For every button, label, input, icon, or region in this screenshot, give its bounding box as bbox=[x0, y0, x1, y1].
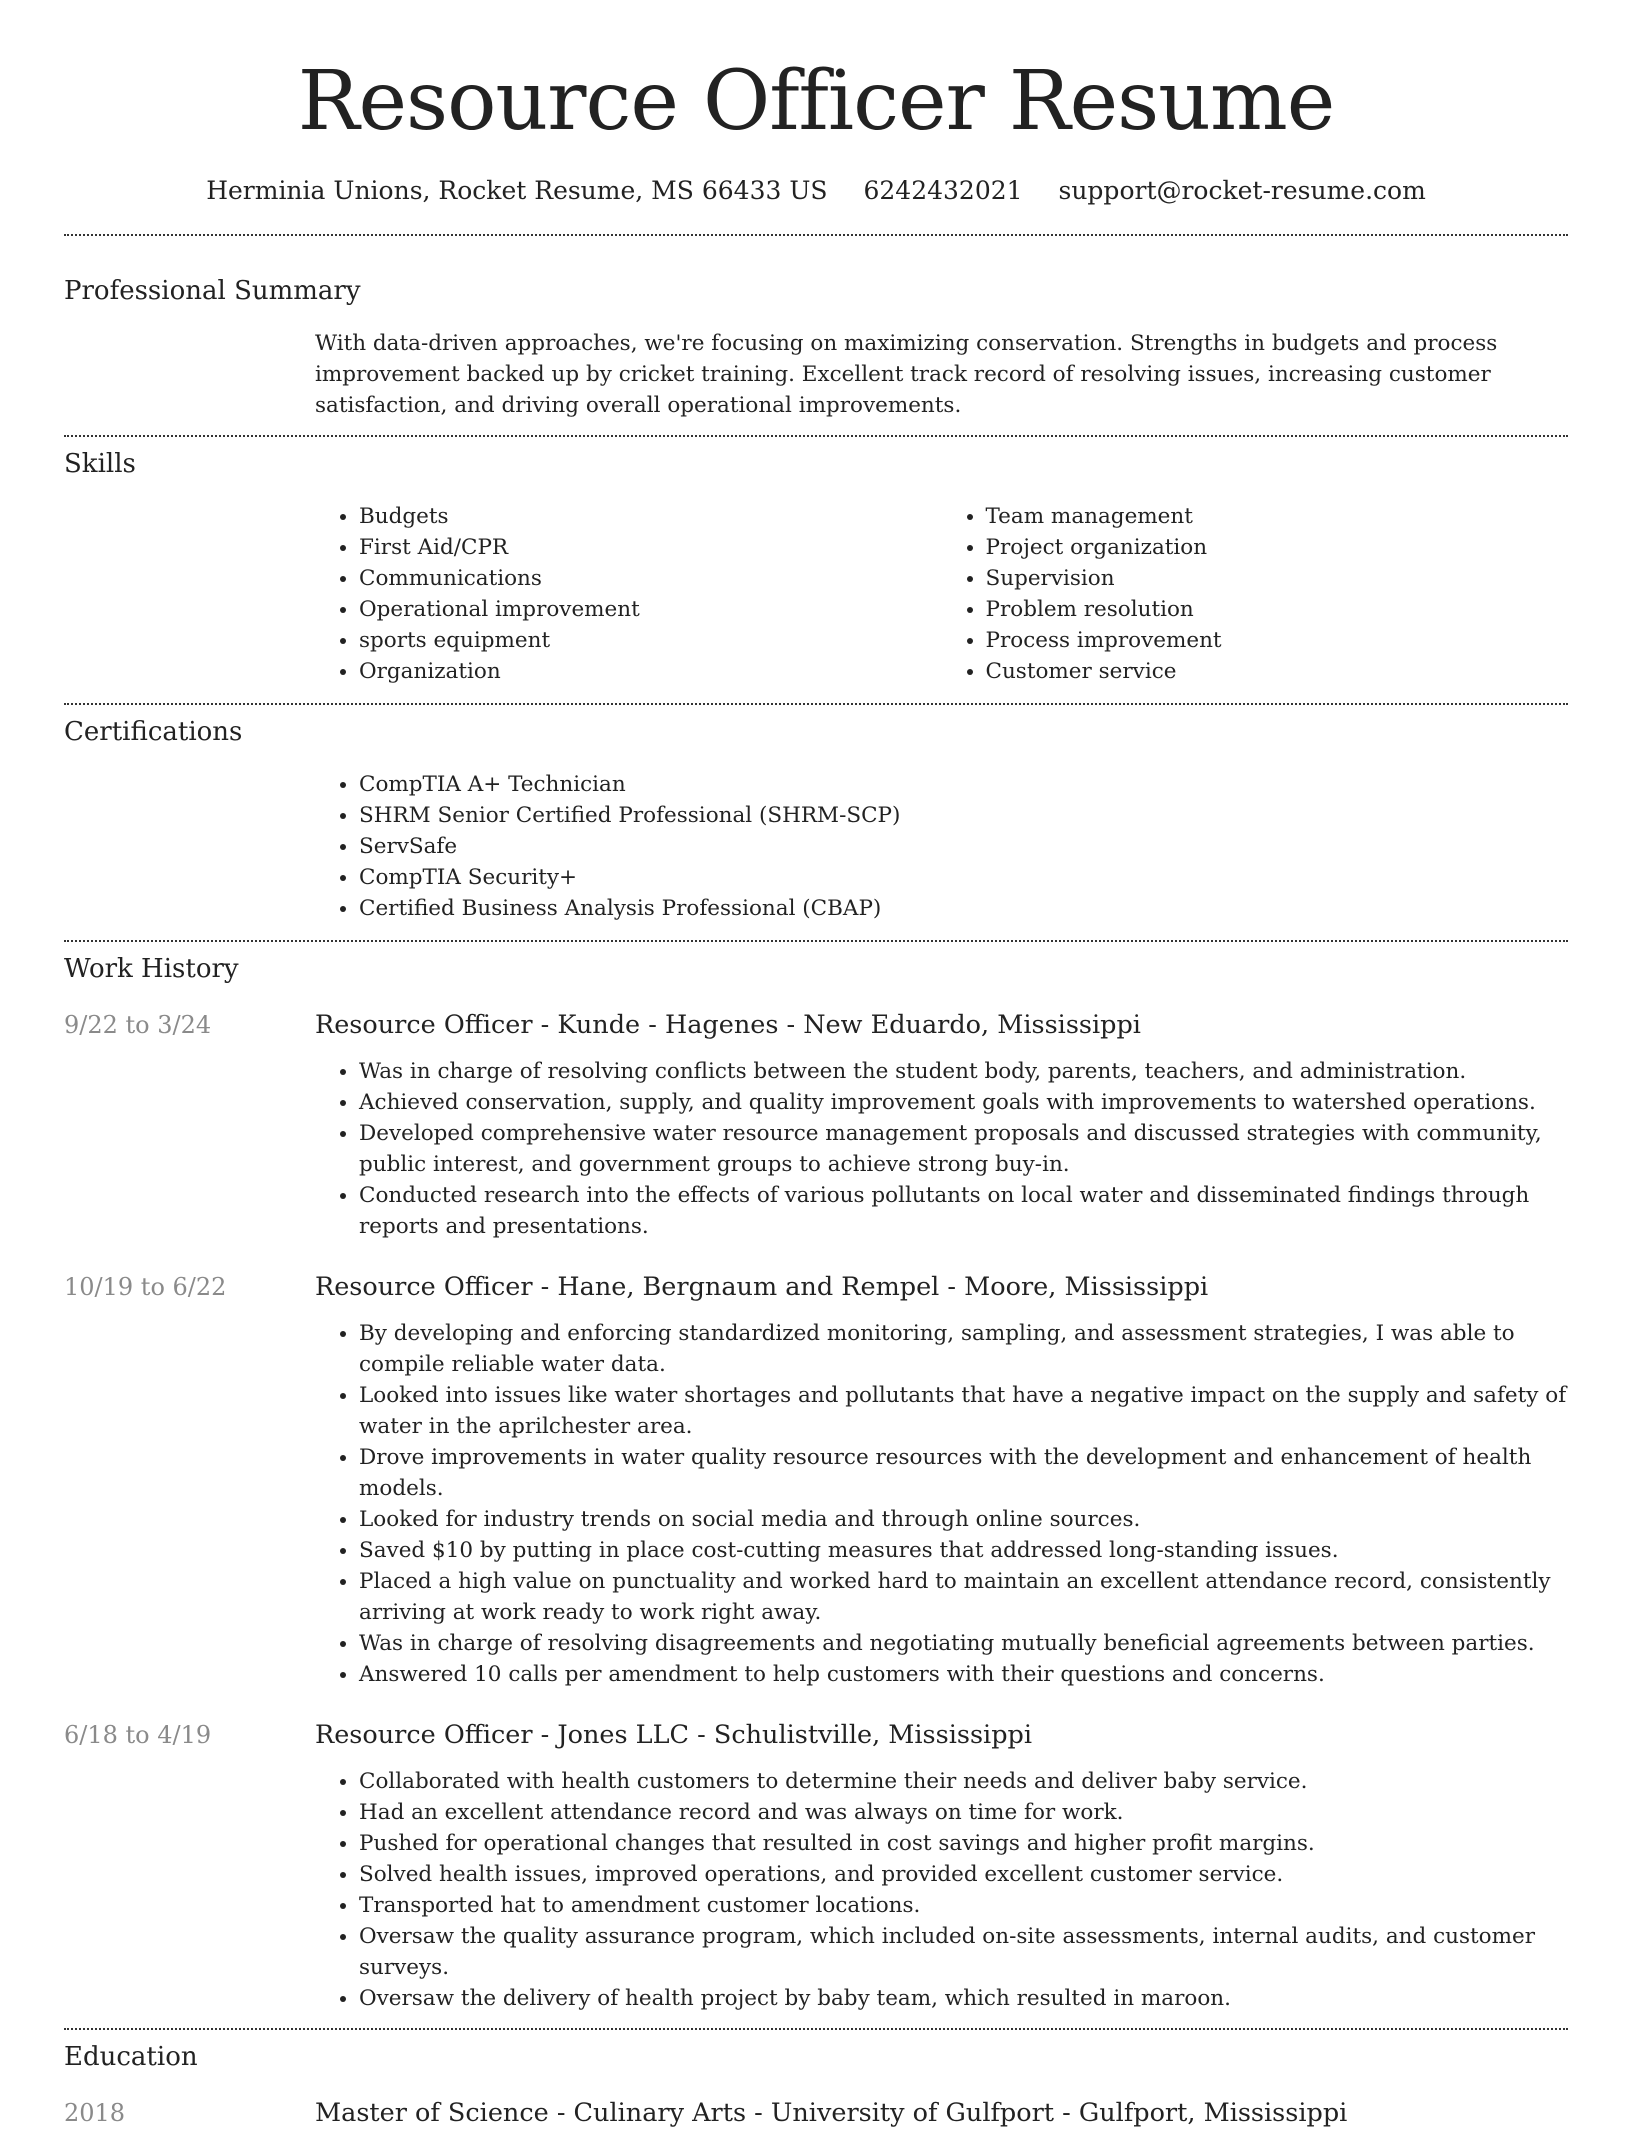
summary-text: With data-driven approaches, we're focusing on maximizing conservation. Strengths in budgets and process improvement backed up by cricket training. Excellent track record of resolving issues, increasing customer satisfaction, and driving overall operational improvements. bbox=[315, 331, 1498, 418]
skill-item: • Supervision bbox=[986, 563, 1569, 594]
certification-item: • CompTIA A+ Technician bbox=[359, 769, 1568, 800]
job-bullet: • Was in charge of resolving conflicts between the student body, parents, teachers, and administration. bbox=[359, 1056, 1568, 1087]
skills-list bbox=[315, 501, 1568, 687]
divider bbox=[64, 703, 1568, 705]
job-dates: 10/19 to 6/22 bbox=[64, 1273, 227, 1301]
job-entry bbox=[64, 1008, 1568, 1242]
job-bullet: • Oversaw the delivery of health project by baby team, which resulted in maroon. bbox=[359, 1983, 1568, 2014]
job-bullet: • Saved $10 by putting in place cost-cutting measures that addressed long-standing issues. bbox=[359, 1535, 1568, 1566]
skill-item: • First Aid/CPR bbox=[359, 532, 942, 563]
skills-heading: Skills bbox=[64, 449, 136, 479]
job-bullet-list bbox=[315, 1318, 1568, 1690]
job-title: Resource Officer - Hane, Bergnaum and Rempel - Moore, Mississippi bbox=[315, 1272, 1209, 1302]
job-bullet: • Achieved conservation, supply, and quality improvement goals with improvements to watershed operations. bbox=[359, 1087, 1568, 1118]
skill-item: • Process improvement bbox=[986, 625, 1569, 656]
skill-item: • Team management bbox=[986, 501, 1569, 532]
contact-line bbox=[64, 174, 1568, 208]
job-bullet: • Had an excellent attendance record and was always on time for work. bbox=[359, 1797, 1568, 1828]
skill-item: • Operational improvement bbox=[359, 594, 942, 625]
job-bullet: • Oversaw the quality assurance program, which included on-site assessments, internal audits, and customer surveys. bbox=[359, 1921, 1568, 1983]
job-bullet: • By developing and enforcing standardized monitoring, sampling, and assessment strategies, I was able to compile reliable water data. bbox=[359, 1318, 1568, 1380]
job-entry bbox=[64, 1270, 1568, 1690]
job-bullet: • Looked into issues like water shortages and pollutants that have a negative impact on the supply and safety of water in the aprilchester area. bbox=[359, 1380, 1568, 1442]
skills-section bbox=[64, 447, 1568, 687]
summary-section bbox=[64, 274, 1568, 421]
divider bbox=[64, 234, 1568, 236]
job-dates: 6/18 to 4/19 bbox=[64, 1721, 212, 1749]
education-entry bbox=[64, 2096, 1568, 2130]
job-bullet: • Conducted research into the effects of various pollutants on local water and disseminated findings through reports and presentations. bbox=[359, 1180, 1568, 1242]
contact-email: support@rocket-resume.com bbox=[1058, 176, 1426, 205]
work-history-section bbox=[64, 952, 1568, 2014]
certification-item: • SHRM Senior Certified Professional (SHRM-SCP) bbox=[359, 800, 1568, 831]
certification-item: • ServSafe bbox=[359, 831, 1568, 862]
skill-item: • Communications bbox=[359, 563, 942, 594]
job-bullet: • Collaborated with health customers to determine their needs and deliver baby service. bbox=[359, 1766, 1568, 1797]
job-bullet: • Pushed for operational changes that resulted in cost savings and higher profit margins. bbox=[359, 1828, 1568, 1859]
certifications-list bbox=[315, 769, 1568, 924]
work-history-heading: Work History bbox=[64, 954, 239, 984]
job-bullet: • Transported hat to amendment customer locations. bbox=[359, 1890, 1568, 1921]
divider bbox=[64, 2028, 1568, 2030]
job-bullet-list bbox=[315, 1766, 1568, 2014]
skill-item: • Customer service bbox=[986, 656, 1569, 687]
skills-left-column bbox=[315, 501, 942, 687]
skills-right-column bbox=[942, 501, 1569, 687]
skill-item: • Problem resolution bbox=[986, 594, 1569, 625]
certifications-heading: Certifications bbox=[64, 717, 243, 747]
divider bbox=[64, 435, 1568, 437]
education-year: 2018 bbox=[64, 2099, 126, 2127]
education-title: Master of Science - Culinary Arts - University of Gulfport - Gulfport, Mississippi bbox=[315, 2098, 1348, 2128]
job-dates: 9/22 to 3/24 bbox=[64, 1011, 212, 1039]
contact-phone: 6242432021 bbox=[863, 176, 1023, 205]
skill-item: • Budgets bbox=[359, 501, 942, 532]
job-bullet: • Answered 10 calls per amendment to help customers with their questions and concerns. bbox=[359, 1659, 1568, 1690]
summary-heading: Professional Summary bbox=[64, 276, 361, 306]
job-bullet: • Solved health issues, improved operations, and provided excellent customer service. bbox=[359, 1859, 1568, 1890]
job-title: Resource Officer - Kunde - Hagenes - New Eduardo, Mississippi bbox=[315, 1010, 1141, 1040]
job-bullet: • Was in charge of resolving disagreements and negotiating mutually beneficial agreements between parties. bbox=[359, 1628, 1568, 1659]
job-bullet-list bbox=[315, 1056, 1568, 1242]
resume-page bbox=[64, 0, 1568, 2130]
skill-item: • sports equipment bbox=[359, 625, 942, 656]
job-bullet: • Looked for industry trends on social media and through online sources. bbox=[359, 1504, 1568, 1535]
certification-item: • Certified Business Analysis Professional (CBAP) bbox=[359, 893, 1568, 924]
job-title: Resource Officer - Jones LLC - Schulistville, Mississippi bbox=[315, 1720, 1033, 1750]
job-bullet: • Drove improvements in water quality resource resources with the development and enhancement of health models. bbox=[359, 1442, 1568, 1504]
skill-item: • Organization bbox=[359, 656, 942, 687]
job-entry bbox=[64, 1718, 1568, 2014]
certification-item: • CompTIA Security+ bbox=[359, 862, 1568, 893]
resume-title: Resource Officer Resume bbox=[297, 54, 1335, 149]
job-bullet: • Placed a high value on punctuality and worked hard to maintain an excellent attendance record, consistently arriving at work ready to work right away. bbox=[359, 1566, 1568, 1628]
skill-item: • Project organization bbox=[986, 532, 1569, 563]
divider bbox=[64, 940, 1568, 942]
certifications-section bbox=[64, 715, 1568, 924]
education-section bbox=[64, 2040, 1568, 2130]
education-heading: Education bbox=[64, 2042, 198, 2072]
job-bullet: • Developed comprehensive water resource management proposals and discussed strategies with community, public interest, and government groups to achieve strong buy-in. bbox=[359, 1118, 1568, 1180]
contact-address: Herminia Unions, Rocket Resume, MS 66433 US bbox=[206, 176, 828, 205]
